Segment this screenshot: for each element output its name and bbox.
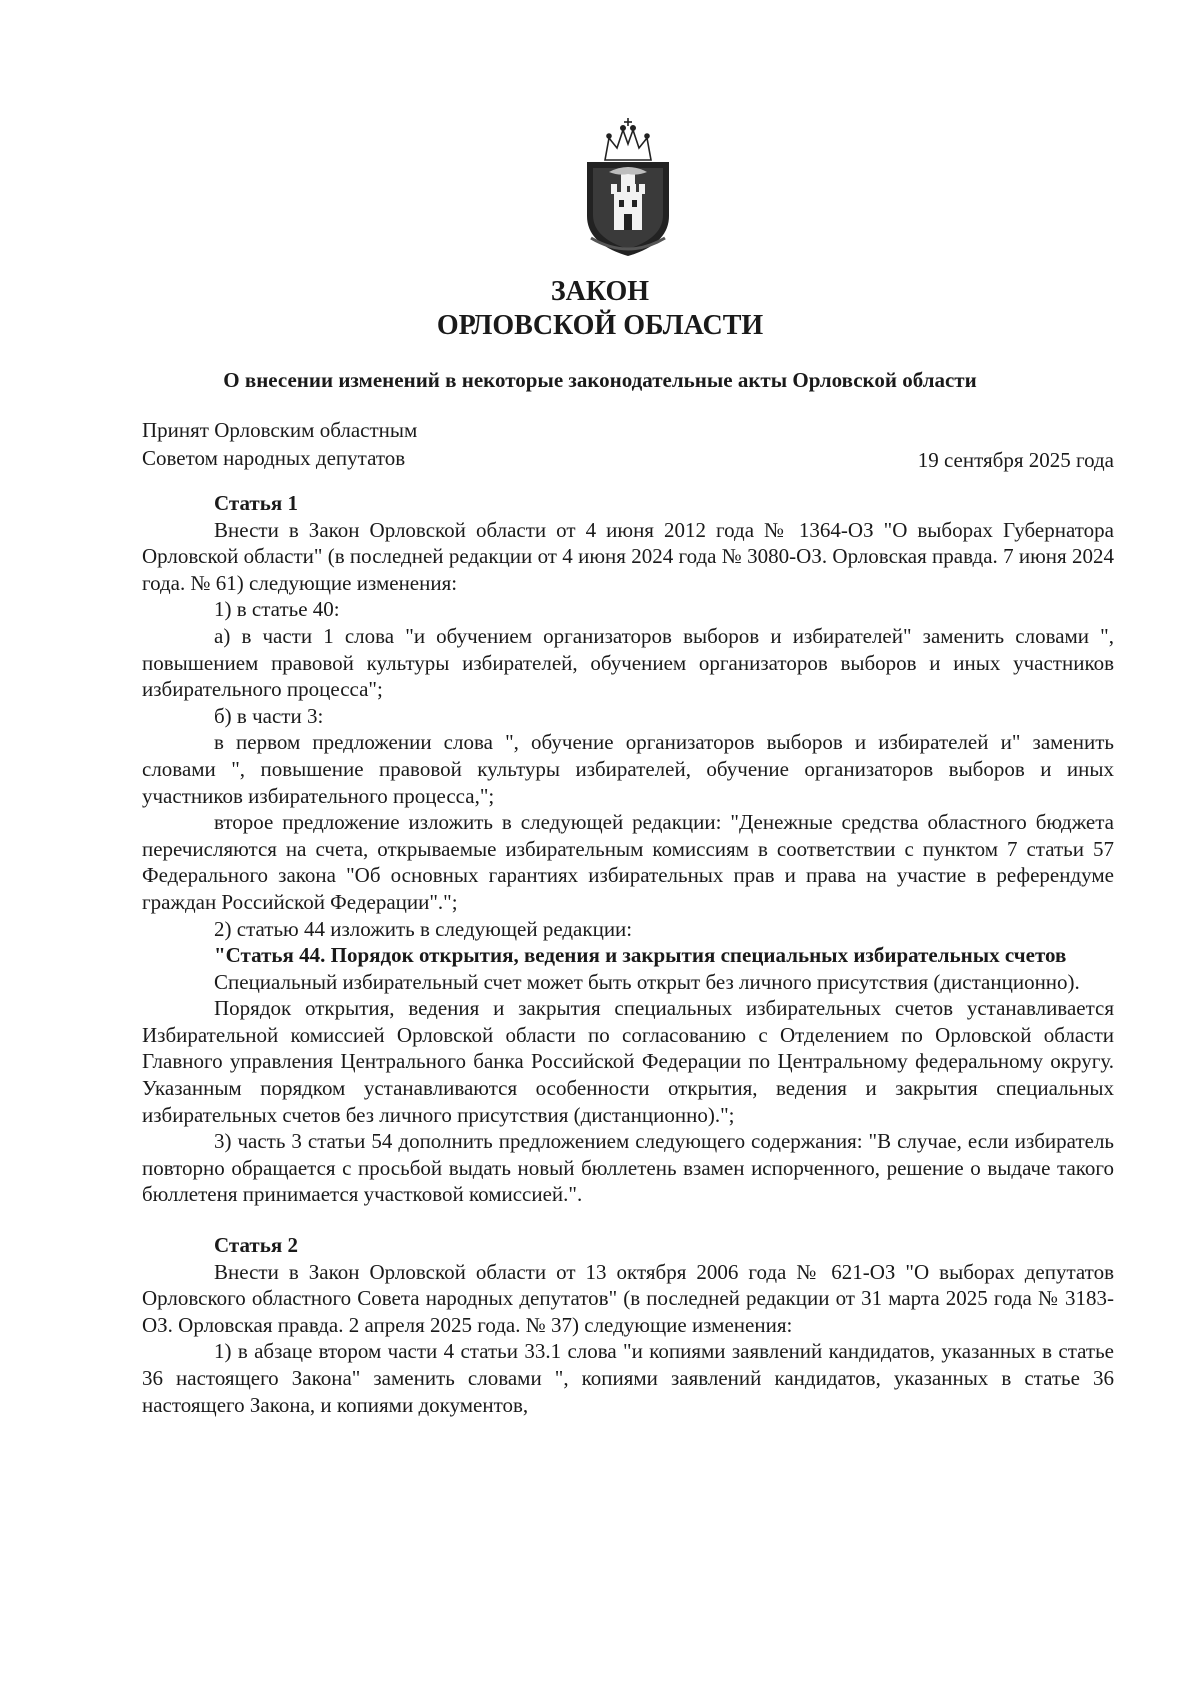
article-44-heading: "Статья 44. Порядок открытия, ведения и закрытия специальных избирательных счетов — [214, 943, 1067, 968]
article-2-heading: Статья 2 — [214, 1233, 298, 1258]
article-1-paragraph: Специальный избирательный счет может быть открыт без личного присутствия (дистанционно). — [214, 969, 1080, 994]
article-1-paragraph: Порядок открытия, ведения и закрытия специальных избирательных счетов устанавливается Избирательной комиссией Орловской области по согласованию с Отделением по Орловской области Главного управления Центрального банка Российской Федерации по Центральному федеральному округу. Указанным порядком устанавливаются особенности открытия, ведения и закрытия специальных избирательных счетов без личного присутствия (дистанционно)."; — [142, 996, 1114, 1127]
article-1-paragraph: 3) часть 3 статьи 54 дополнить предложением следующего содержания: "В случае, если избиратель повторно обращается с просьбой выдать новый бюллетень взамен испорченного, решение о выдаче такого бюллетеня принимается участковой комиссией.". — [142, 1129, 1114, 1207]
document-subtitle: О внесении изменений в некоторые законодательные акты Орловской области — [223, 368, 977, 392]
article-1-intro: Внести в Закон Орловской области от 4 июня 2012 года № 1364-ОЗ "О выборах Губернатора Орловской области" (в последней редакции от 4 июня 2024 года № 3080-ОЗ. Орловская правда. 7 июня 2024 года. № 61) следующие изменения: — [142, 517, 1114, 595]
adoption-line2: Советом народных депутатов — [142, 446, 406, 470]
article-2-intro: Внести в Закон Орловской области от 13 октября 2006 года № 621-ОЗ "О выборах депутатов Орловского областного Совета народных депутатов" (в последней редакции от 31 марта 2025 года № 3183-ОЗ. Орловская правда. 2 апреля 2025 года. № 37) следующие изменения: — [142, 1259, 1114, 1337]
article-1-paragraph: б) в части 3: — [214, 703, 324, 728]
article-1-heading: Статья 1 — [214, 491, 298, 515]
article-1-paragraph: а) в части 1 слова "и обучением организаторов выборов и избирателей" заменить словами ", повышением правовой культуры избирателей, обучением организаторов выборов и иных участников избирательного процесса"; — [142, 623, 1114, 702]
article-2-paragraph: 1) в абзаце втором части 4 статьи 33.1 слова "и копиями заявлений кандидатов, указанных в статье 36 настоящего Закона" заменить словами ", копиями заявлений кандидатов, указанных в статье 36 настоящего Закона, и копиями документов, — [142, 1339, 1114, 1417]
document-title-line1: ЗАКОН — [550, 276, 650, 307]
document-title-line2: ОРЛОВСКОЙ ОБЛАСТИ — [436, 310, 764, 341]
adoption-date: 19 сентября 2025 года — [917, 448, 1114, 472]
document-body — [142, 490, 1114, 1418]
adoption-line1: Принят Орловским областным — [142, 418, 418, 442]
article-1-paragraph: 1) в статье 40: — [214, 597, 340, 622]
adoption-block — [142, 416, 417, 472]
coat-of-arms-icon — [575, 118, 681, 258]
article-1-paragraph: в первом предложении слова ", обучение организаторов выборов и избирателей и" заменить словами ", повышение правовой культуры избирателей, обучение организаторов выборов и иных участников избирательного процесса,"; — [142, 730, 1114, 808]
article-1-paragraph: 2) статью 44 изложить в следующей редакции: — [214, 916, 633, 941]
article-1-paragraph: второе предложение изложить в следующей редакции: "Денежные средства областного бюджета перечисляются на счета, открываемые избирательным комиссиям в соответствии с пунктом 7 статьи 57 Федерального закона "Об основных гарантиях избирательных прав и права на участие в референдуме граждан Российской Федерации"."; — [142, 810, 1114, 914]
